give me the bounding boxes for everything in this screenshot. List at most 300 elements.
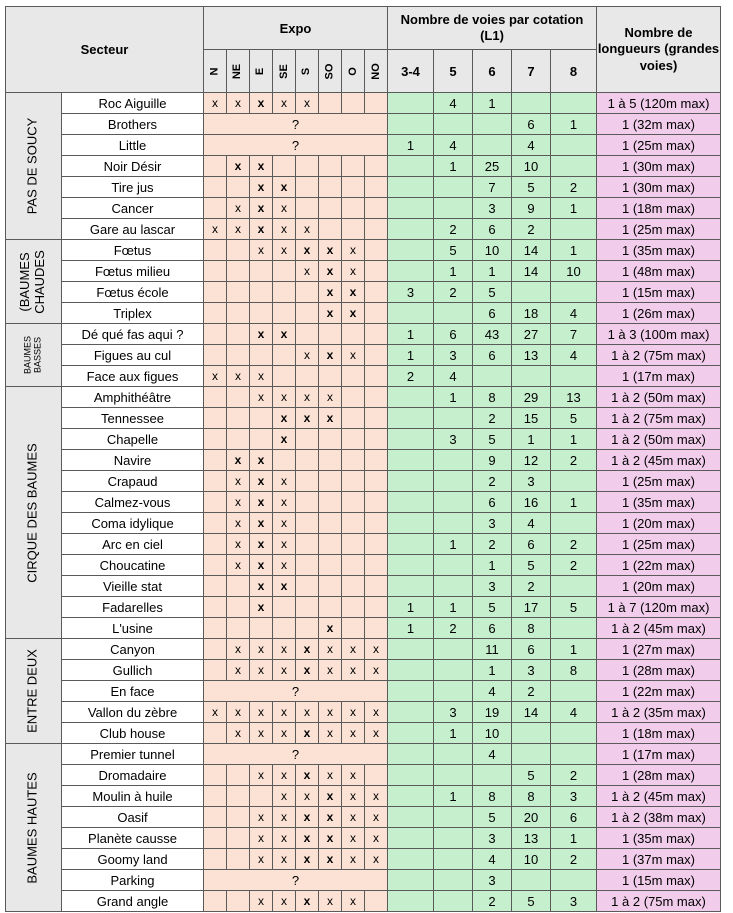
- expo-cell: x: [319, 408, 342, 429]
- expo-cell: x: [273, 891, 296, 912]
- grade-count: 2: [551, 765, 597, 786]
- grade-count: 16: [512, 492, 551, 513]
- grade-count: [434, 555, 473, 576]
- expo-cell: x: [342, 765, 365, 786]
- expo-direction-header: NO: [365, 50, 388, 93]
- expo-cell: [204, 723, 227, 744]
- expo-cell: x: [273, 429, 296, 450]
- longueurs-value: 1 (35m max): [597, 240, 721, 261]
- table-row: [6, 135, 721, 156]
- grade-count: 5: [551, 408, 597, 429]
- site-name: Calmez-vous: [62, 492, 204, 513]
- expo-cell: x: [273, 786, 296, 807]
- expo-cell: x: [250, 156, 273, 177]
- grade-count: 2: [512, 576, 551, 597]
- grade-count: 10: [473, 723, 512, 744]
- grade-count: 3: [388, 282, 434, 303]
- site-name: Crapaud: [62, 471, 204, 492]
- expo-cell: x: [342, 891, 365, 912]
- expo-cell: x: [250, 828, 273, 849]
- expo-cell: [250, 429, 273, 450]
- grade-count: 8: [473, 786, 512, 807]
- expo-cell: [204, 408, 227, 429]
- expo-cell: x: [250, 450, 273, 471]
- expo-cell: x: [296, 765, 319, 786]
- expo-cell: [365, 450, 388, 471]
- grade-count: [551, 135, 597, 156]
- grade-count: 3: [473, 828, 512, 849]
- expo-cell: [342, 198, 365, 219]
- table-row: [6, 366, 721, 387]
- expo-cell: [342, 324, 365, 345]
- grade-count: [551, 618, 597, 639]
- grade-count: 6: [473, 618, 512, 639]
- expo-cell: [342, 387, 365, 408]
- grade-count: [388, 303, 434, 324]
- grade-count: [551, 282, 597, 303]
- longueurs-value: 1 à 2 (50m max): [597, 429, 721, 450]
- expo-cell: [342, 555, 365, 576]
- header-voies: Nombre de voies par cotation (L1): [388, 7, 597, 50]
- expo-cell: [250, 345, 273, 366]
- grade-count: [473, 366, 512, 387]
- table-row: [6, 219, 721, 240]
- expo-cell: x: [296, 261, 319, 282]
- longueurs-value: 1 (15m max): [597, 282, 721, 303]
- longueurs-value: 1 à 2 (75m max): [597, 408, 721, 429]
- table-row: [6, 618, 721, 639]
- expo-cell: [296, 450, 319, 471]
- expo-cell: [227, 345, 250, 366]
- grade-count: 6: [551, 807, 597, 828]
- grade-count: 6: [473, 219, 512, 240]
- grade-count: 3: [512, 471, 551, 492]
- table-row: [6, 93, 721, 114]
- grade-count: 6: [473, 345, 512, 366]
- site-name: Oasif: [62, 807, 204, 828]
- expo-cell: [365, 303, 388, 324]
- longueurs-value: 1 (35m max): [597, 492, 721, 513]
- grade-count: [388, 261, 434, 282]
- longueurs-value: 1 (17m max): [597, 744, 721, 765]
- grade-count: [388, 723, 434, 744]
- longueurs-value: 1 (25m max): [597, 471, 721, 492]
- longueurs-value: 1 (18m max): [597, 198, 721, 219]
- table-row: [6, 639, 721, 660]
- grade-count: 18: [512, 303, 551, 324]
- table-row: [6, 891, 721, 912]
- grade-count: 1: [388, 618, 434, 639]
- expo-cell: [227, 429, 250, 450]
- site-name: Parking: [62, 870, 204, 891]
- longueurs-value: 1 (22m max): [597, 681, 721, 702]
- grade-count: [512, 744, 551, 765]
- site-name: Dé qué fas aqui ?: [62, 324, 204, 345]
- table-row: [6, 408, 721, 429]
- expo-cell: x: [296, 639, 319, 660]
- site-name: Tire jus: [62, 177, 204, 198]
- grade-count: [434, 492, 473, 513]
- sector-label-cell: [6, 240, 62, 324]
- grade-count: 1: [551, 114, 597, 135]
- expo-cell: [319, 198, 342, 219]
- longueurs-value: 1 (32m max): [597, 114, 721, 135]
- expo-cell: x: [250, 219, 273, 240]
- grade-count: 14: [512, 240, 551, 261]
- grade-header: 3-4: [388, 50, 434, 93]
- expo-cell: x: [273, 765, 296, 786]
- expo-cell: x: [273, 471, 296, 492]
- grade-count: [388, 555, 434, 576]
- longueurs-value: 1 à 2 (75m max): [597, 345, 721, 366]
- grade-count: 1: [512, 429, 551, 450]
- table-row: [6, 303, 721, 324]
- expo-cell: [204, 387, 227, 408]
- expo-cell: [342, 597, 365, 618]
- grade-count: [388, 219, 434, 240]
- grade-count: [388, 534, 434, 555]
- expo-cell: x: [250, 93, 273, 114]
- expo-cell: [227, 177, 250, 198]
- expo-cell: [250, 408, 273, 429]
- grade-count: 1: [434, 534, 473, 555]
- grade-count: 2: [473, 408, 512, 429]
- grade-count: 1: [551, 639, 597, 660]
- grade-count: 1: [434, 261, 473, 282]
- expo-cell: [204, 786, 227, 807]
- sector-name: BAUMES HAUTES: [24, 771, 40, 884]
- grade-count: 3: [512, 660, 551, 681]
- expo-cell: [319, 324, 342, 345]
- grade-count: [551, 870, 597, 891]
- expo-cell: x: [250, 576, 273, 597]
- expo-cell: [365, 177, 388, 198]
- grade-count: 3: [434, 345, 473, 366]
- expo-cell: x: [227, 660, 250, 681]
- expo-cell: [296, 177, 319, 198]
- expo-cell: [204, 177, 227, 198]
- expo-cell: [365, 765, 388, 786]
- table-row: [6, 492, 721, 513]
- grade-count: [388, 450, 434, 471]
- expo-cell: [227, 282, 250, 303]
- grade-count: 5: [473, 807, 512, 828]
- expo-cell: x: [342, 660, 365, 681]
- grade-count: 1: [551, 429, 597, 450]
- expo-cell: [365, 366, 388, 387]
- grade-count: 2: [388, 366, 434, 387]
- table-row: [6, 324, 721, 345]
- expo-cell: x: [227, 198, 250, 219]
- grade-count: 2: [551, 450, 597, 471]
- grade-count: [434, 198, 473, 219]
- grade-count: 2: [551, 555, 597, 576]
- grade-count: 7: [551, 324, 597, 345]
- expo-cell: x: [227, 702, 250, 723]
- expo-cell: x: [342, 849, 365, 870]
- grade-count: 13: [512, 828, 551, 849]
- expo-cell: [227, 891, 250, 912]
- site-name: Noir Désir: [62, 156, 204, 177]
- table-row: [6, 114, 721, 135]
- table-row: [6, 702, 721, 723]
- grade-count: 4: [434, 366, 473, 387]
- expo-cell: [365, 324, 388, 345]
- expo-cell: [204, 639, 227, 660]
- table-row: [6, 387, 721, 408]
- grade-count: 1: [551, 492, 597, 513]
- expo-direction-header: NE: [227, 50, 250, 93]
- grade-count: 4: [434, 93, 473, 114]
- expo-cell: [296, 303, 319, 324]
- expo-cell: [204, 555, 227, 576]
- expo-cell: x: [342, 828, 365, 849]
- table-row: [6, 681, 721, 702]
- expo-cell: x: [250, 702, 273, 723]
- grade-count: 5: [512, 765, 551, 786]
- grade-count: 2: [473, 891, 512, 912]
- expo-cell: [273, 366, 296, 387]
- expo-unknown: ?: [204, 744, 388, 765]
- expo-cell: [365, 597, 388, 618]
- expo-cell: [204, 576, 227, 597]
- site-name: Little: [62, 135, 204, 156]
- expo-cell: x: [319, 765, 342, 786]
- grade-count: [388, 177, 434, 198]
- grade-count: 8: [551, 660, 597, 681]
- grade-count: 5: [473, 282, 512, 303]
- expo-cell: [204, 324, 227, 345]
- grade-count: 3: [473, 576, 512, 597]
- grade-count: [551, 156, 597, 177]
- grade-count: [388, 471, 434, 492]
- table-row: [6, 807, 721, 828]
- longueurs-value: 1 à 2 (38m max): [597, 807, 721, 828]
- site-name: Planète causse: [62, 828, 204, 849]
- site-name: Choucatine: [62, 555, 204, 576]
- expo-cell: x: [296, 723, 319, 744]
- expo-cell: x: [296, 786, 319, 807]
- table-row: [6, 471, 721, 492]
- expo-cell: x: [273, 219, 296, 240]
- grade-count: 3: [551, 891, 597, 912]
- grade-count: 1: [551, 828, 597, 849]
- expo-cell: x: [273, 807, 296, 828]
- expo-cell: [365, 429, 388, 450]
- expo-cell: x: [365, 849, 388, 870]
- expo-cell: x: [250, 639, 273, 660]
- grade-count: 1: [473, 555, 512, 576]
- expo-cell: [296, 555, 319, 576]
- table-row: [6, 156, 721, 177]
- table-row: [6, 786, 721, 807]
- longueurs-value: 1 (18m max): [597, 723, 721, 744]
- expo-cell: x: [319, 807, 342, 828]
- site-name: Roc Aiguille: [62, 93, 204, 114]
- expo-cell: x: [204, 702, 227, 723]
- expo-cell: x: [319, 891, 342, 912]
- site-name: Navire: [62, 450, 204, 471]
- expo-cell: [342, 492, 365, 513]
- expo-cell: [319, 177, 342, 198]
- grade-count: 27: [512, 324, 551, 345]
- expo-cell: x: [227, 366, 250, 387]
- grade-count: 1: [388, 324, 434, 345]
- longueurs-value: 1 à 2 (45m max): [597, 618, 721, 639]
- site-name: Vallon du zèbre: [62, 702, 204, 723]
- expo-cell: x: [250, 366, 273, 387]
- expo-cell: [365, 618, 388, 639]
- grade-count: [551, 744, 597, 765]
- expo-cell: [273, 345, 296, 366]
- expo-cell: [365, 534, 388, 555]
- grade-count: [551, 366, 597, 387]
- expo-cell: x: [319, 660, 342, 681]
- expo-cell: [296, 429, 319, 450]
- site-name: Grand angle: [62, 891, 204, 912]
- expo-cell: x: [342, 702, 365, 723]
- expo-cell: [365, 408, 388, 429]
- grade-count: [434, 849, 473, 870]
- site-name: Triplex: [62, 303, 204, 324]
- expo-cell: [296, 618, 319, 639]
- site-name: Premier tunnel: [62, 744, 204, 765]
- grade-count: [388, 492, 434, 513]
- grade-count: [388, 198, 434, 219]
- grade-count: 3: [551, 786, 597, 807]
- expo-cell: x: [365, 828, 388, 849]
- expo-cell: x: [273, 513, 296, 534]
- expo-cell: x: [250, 240, 273, 261]
- grade-count: 13: [551, 387, 597, 408]
- site-name: Face aux figues: [62, 366, 204, 387]
- sector-name: CIRQUE DES BAUMES: [24, 442, 40, 583]
- expo-cell: x: [273, 702, 296, 723]
- longueurs-value: 1 (35m max): [597, 828, 721, 849]
- expo-cell: x: [273, 387, 296, 408]
- expo-cell: [204, 765, 227, 786]
- grade-count: 8: [473, 387, 512, 408]
- grade-count: [434, 891, 473, 912]
- grade-count: [388, 93, 434, 114]
- site-name: En face: [62, 681, 204, 702]
- expo-cell: [227, 828, 250, 849]
- expo-cell: [204, 807, 227, 828]
- grade-count: [551, 93, 597, 114]
- longueurs-value: 1 (25m max): [597, 135, 721, 156]
- grade-count: [434, 303, 473, 324]
- grade-count: 6: [473, 492, 512, 513]
- grade-count: 4: [551, 303, 597, 324]
- grade-count: 5: [434, 240, 473, 261]
- grade-count: 2: [434, 219, 473, 240]
- table-row: [6, 828, 721, 849]
- grade-count: 3: [434, 429, 473, 450]
- grade-count: [434, 450, 473, 471]
- grade-count: [388, 660, 434, 681]
- grade-count: [434, 177, 473, 198]
- expo-cell: x: [296, 807, 319, 828]
- expo-cell: x: [273, 198, 296, 219]
- sector-name: PAS DE SOUCY: [24, 117, 40, 215]
- expo-cell: [204, 828, 227, 849]
- expo-cell: [365, 492, 388, 513]
- table-row: [6, 555, 721, 576]
- grade-count: [512, 723, 551, 744]
- longueurs-value: 1 à 2 (45m max): [597, 786, 721, 807]
- grade-count: 29: [512, 387, 551, 408]
- grade-count: 4: [551, 702, 597, 723]
- expo-cell: [342, 576, 365, 597]
- grade-count: 20: [512, 807, 551, 828]
- longueurs-value: 1 (27m max): [597, 639, 721, 660]
- expo-cell: x: [273, 408, 296, 429]
- expo-cell: [227, 786, 250, 807]
- expo-cell: [342, 93, 365, 114]
- expo-cell: x: [296, 828, 319, 849]
- expo-cell: x: [273, 534, 296, 555]
- expo-cell: x: [250, 534, 273, 555]
- expo-cell: [273, 618, 296, 639]
- expo-cell: x: [296, 891, 319, 912]
- grade-count: 1: [434, 786, 473, 807]
- grade-count: [473, 765, 512, 786]
- expo-cell: [319, 471, 342, 492]
- grade-count: [388, 576, 434, 597]
- longueurs-value: 1 (28m max): [597, 765, 721, 786]
- expo-cell: x: [365, 786, 388, 807]
- expo-cell: x: [250, 765, 273, 786]
- expo-cell: x: [227, 639, 250, 660]
- expo-cell: [365, 387, 388, 408]
- expo-cell: [273, 156, 296, 177]
- grade-count: 4: [473, 744, 512, 765]
- longueurs-value: 1 (25m max): [597, 219, 721, 240]
- table-row: [6, 450, 721, 471]
- longueurs-value: 1 (28m max): [597, 660, 721, 681]
- expo-cell: x: [365, 639, 388, 660]
- table-row: [6, 723, 721, 744]
- header-secteur: Secteur: [6, 7, 204, 93]
- expo-cell: [204, 534, 227, 555]
- site-name: Gare au lascar: [62, 219, 204, 240]
- expo-cell: [296, 492, 319, 513]
- expo-cell: x: [296, 219, 319, 240]
- expo-cell: [273, 303, 296, 324]
- grade-count: 1: [434, 156, 473, 177]
- expo-cell: [227, 576, 250, 597]
- expo-cell: [227, 849, 250, 870]
- expo-cell: [365, 156, 388, 177]
- expo-cell: [342, 156, 365, 177]
- grade-count: 13: [512, 345, 551, 366]
- table-row: [6, 513, 721, 534]
- sector-label-cell: [6, 324, 62, 387]
- table-row: [6, 870, 721, 891]
- grade-header: 6: [473, 50, 512, 93]
- grade-count: 2: [434, 282, 473, 303]
- longueurs-value: 1 (37m max): [597, 849, 721, 870]
- expo-cell: x: [296, 345, 319, 366]
- expo-cell: x: [250, 807, 273, 828]
- expo-cell: x: [250, 471, 273, 492]
- expo-cell: [204, 849, 227, 870]
- grade-count: 43: [473, 324, 512, 345]
- grade-count: 10: [512, 156, 551, 177]
- sector-label-cell: [6, 639, 62, 744]
- expo-cell: [227, 765, 250, 786]
- grade-count: 1: [434, 387, 473, 408]
